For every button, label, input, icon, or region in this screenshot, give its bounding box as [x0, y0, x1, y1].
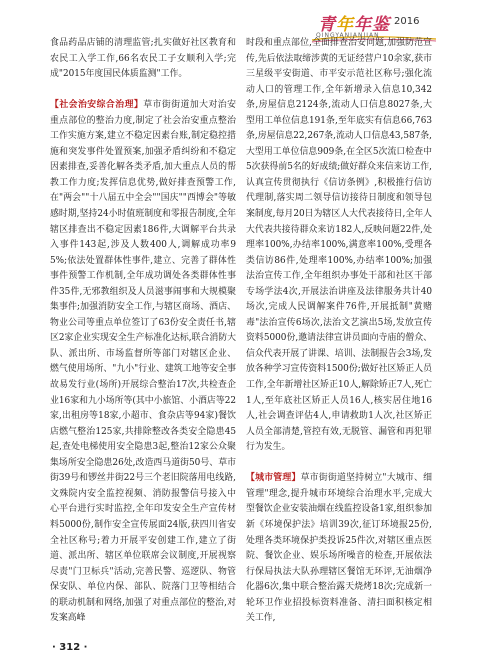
page-number: · 312 · [52, 642, 88, 653]
logo-pinyin: QINGYANIANJIAN [316, 32, 380, 39]
left-column [50, 36, 236, 627]
logo-char-qing: 青 [318, 15, 336, 35]
section-heading-urban: 【城市管理】 [246, 473, 301, 484]
paragraph-security [50, 98, 236, 627]
section-body-security: 草市街街道加大对治安重点部位的整治力度,制定了社会治安重点整治工作实施方案,建立不稳定因素台账,制定稳控措施和突发事件处置预案,加强矛盾纠纷和不稳定因素排查,妥善化解各类矛盾,加大重点人员的帮教工作力度;发挥信息优势,做好排查预警工作,在"两会""十八届五中全会""国庆""西博会"等敏感时期,坚持24小时值班制度和零报告制度,全年辖区排查出不稳定因素186件,大调解平台共录入事件143起,涉及人数400人,调解成功率95%;依法处置群体性事件,建立、完善了群体性事件预警工作机制,全年成功调处各类群体性事件35件,无邪教组织及人员滋事闹事和大规模聚集事件;加强消防安全工作,与辖区商场、酒店、物业公司等重点单位签订了63份安全责任书,辖区2家企业实现安全生产标准化达标,联合消防大队、派出所、市场监督所等部门对辖区企业、燃气使用场所、"九小"行业、建筑工地等安全事故易发行业(场所)开展综合整治17次,共检查企业16家和九小场所等(其中小旅馆、小酒店等22家,出租房等18家,小超市、食杂店等94家)餐饮店燃气整治125家,共排除整改各类安全隐患45起,查处电梯使用安全隐患3起,整治12家公众聚集场所安全隐患26处,改造西马道街50号、草市街39号和锣丝井街22号三个老旧院落用电线路,文殊院内安全监控视频、消防报警信号接入中心平台进行实时监控,全年印发安全生产宣传材料5000份,制作安全宣传展面24版,获四川省安全社区称号;着力开展平安创建工作,建立了街道、派出所、辖区单位联席会议制度,开展视察尽责"门卫标兵"活动,完善民警、巡逻队、物管保安队、单位内保、部队、院落门卫等相结合的联动机制和网络,加强了对重点部位的整治,对发案高峰 [50, 100, 237, 624]
logo-char-jian: 年鉴 [354, 15, 390, 35]
paragraph-urban-management [246, 471, 432, 626]
section-heading-security: 【社会治安综合治理】 [50, 100, 144, 111]
logo-year: 2016 [394, 16, 420, 27]
section-body-urban: 草市街街道坚持树立"大城市、细管理"理念,提升城市环境综合治理水平,完成大型餐饮企业安装油烟在线监控设备1家,组织参加新《环境保护法》培训39次,征订环境报25份,处理各类环境保护类投诉25件次,对辖区重点医院、餐饮企业、娱乐场所噪音的检查,开展依法行保局执法大队孙理辖区餐馆无环评,无油烟净化器6次,集中联合整治露天烧烤18次;完成新一轮环卫作业招投标资料准备、清扫面积核定相关工作, [246, 473, 432, 624]
paragraph-education: 食品药品店铺的清理监管;扎实做好社区教育和农民工入学工作,66名农民工子女顺利入学;完成"2015年度国民体质监测"工作。 [50, 38, 236, 80]
right-column [246, 36, 432, 627]
logo-char-nian: 年 [336, 15, 354, 35]
paragraph-security-continued: 时段和重点部位,全面排查治安问题,加强防范宣传,先后依法取缔涉黄的无证经营户10余家,获市三星级平安街道、市平安示范社区称号;强化流动人口的管理工作,全年新增录入信息10,342条,房屋信息2124条,流动人口信息8027条,大型用工单位信息191条,至年底实有信息66,763条,房屋信息22,267条,流动人口信息43,587条,大型用工单位信息909条,在全区5次流口检查中5次获得前5名的好成绩;做好群众来信来访工作,认真宣传贯彻执行《信访条例》,积极推行信访代理制,落实周二领导信访接待日制度和领导包案制度,每月20日为辖区人大代表接待日,全年人大代表共接待群众来访182人,反映问题22件,处理率100%,办结率100%,满意率100%,受理各类信访86件,处理率100%,办结率100%;加强法治宣传工作,全年组织办事处干部和社区干部专场学法4次,开展法治讲座及法律服务共计40场次,完成人民调解案件76件,开展抵制"黄赌毒"法治宣传6场次,法治文艺演出5场,发放宣传资料5000份,邀请法律宣讲员面向寺庙的僧众、信众代表开展了讲课、培训、法制报告会3场,发放各种学习宣传资料1500份;做好社区矫正人员工作,全年新增社区矫正10人,解除矫正7人,死亡1人,至年底社区矫正人员16人,核实居住地16人,社会调查评估4人,申请救助1人次,社区矫正人员全部清楚,管控有效,无脱管、漏管和再犯罪行为发生。 [246, 38, 432, 453]
